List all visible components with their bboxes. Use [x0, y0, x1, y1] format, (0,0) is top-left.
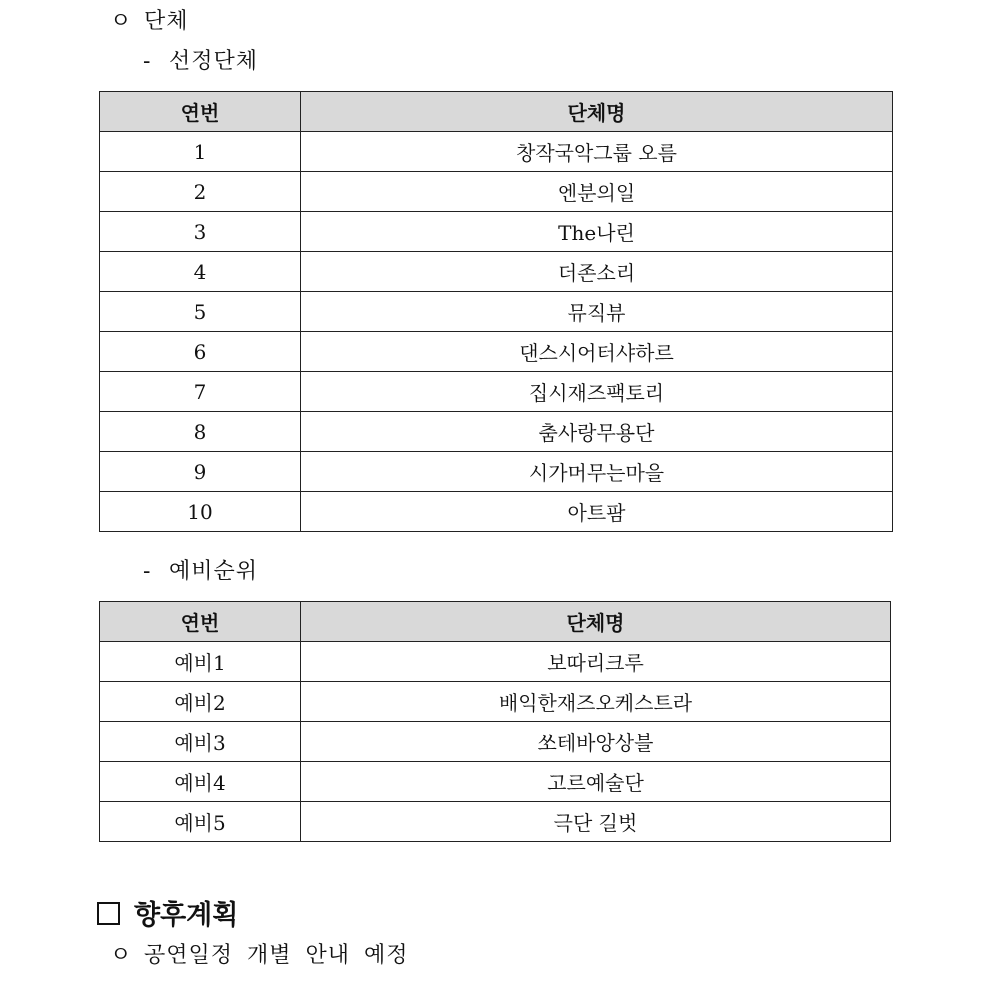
row-group-name: 시가머무는마을	[301, 452, 893, 492]
table-row	[100, 452, 893, 492]
row-number: 예비5	[100, 802, 301, 842]
table-header-row	[100, 92, 893, 132]
table-row	[100, 292, 893, 332]
future-plan-heading	[97, 893, 238, 932]
row-number: 예비1	[100, 642, 301, 682]
row-number: 3	[100, 212, 301, 252]
row-group-name: 배익한재즈오케스트라	[301, 682, 891, 722]
row-number: 9	[100, 452, 301, 492]
bullet-marker: ㅇ	[110, 943, 133, 968]
table-row	[100, 762, 891, 802]
row-number: 4	[100, 252, 301, 292]
row-group-name: 보따리크루	[301, 642, 891, 682]
selected-subtitle-line	[143, 44, 258, 75]
table-row	[100, 492, 893, 532]
table-row	[100, 802, 891, 842]
row-number: 8	[100, 412, 301, 452]
table-row	[100, 132, 893, 172]
future-plan-item	[110, 938, 409, 969]
header-group-name: 단체명	[301, 92, 893, 132]
table-row	[100, 372, 893, 412]
row-number: 2	[100, 172, 301, 212]
future-plan-text: 공연일정 개별 안내 예정	[144, 943, 409, 968]
table-row	[100, 172, 893, 212]
reserve-subtitle: 예비순위	[169, 559, 259, 584]
row-number: 6	[100, 332, 301, 372]
reserve-groups-table	[99, 601, 891, 842]
row-number: 예비2	[100, 682, 301, 722]
row-group-name: 극단 길벗	[301, 802, 891, 842]
row-number: 10	[100, 492, 301, 532]
dash-marker: -	[143, 559, 152, 584]
groups-section-title: 단체	[144, 9, 189, 34]
table-header-row	[100, 602, 891, 642]
future-plan-title: 향후계획	[134, 900, 239, 931]
row-group-name: 댄스시어터샤하르	[301, 332, 893, 372]
row-group-name: 창작국악그룹 오름	[301, 132, 893, 172]
row-group-name: 집시재즈팩토리	[301, 372, 893, 412]
header-number: 연번	[100, 602, 301, 642]
row-number: 7	[100, 372, 301, 412]
row-group-name: 쏘테바앙상블	[301, 722, 891, 762]
header-group-name: 단체명	[301, 602, 891, 642]
row-group-name: 춤사랑무용단	[301, 412, 893, 452]
row-number: 예비3	[100, 722, 301, 762]
row-group-name: 뮤직뷰	[301, 292, 893, 332]
row-group-name: The나린	[301, 212, 893, 252]
groups-section-line	[110, 4, 189, 35]
row-group-name: 더존소리	[301, 252, 893, 292]
reserve-subtitle-line	[143, 554, 258, 585]
row-number: 예비4	[100, 762, 301, 802]
row-number: 1	[100, 132, 301, 172]
table-row	[100, 682, 891, 722]
header-number: 연번	[100, 92, 301, 132]
table-row	[100, 722, 891, 762]
row-number: 5	[100, 292, 301, 332]
table-row	[100, 332, 893, 372]
table-row	[100, 642, 891, 682]
selected-subtitle: 선정단체	[169, 49, 259, 74]
table-row	[100, 212, 893, 252]
dash-marker: -	[143, 49, 152, 74]
bullet-marker: ㅇ	[110, 9, 133, 34]
row-group-name: 아트팜	[301, 492, 893, 532]
table-row	[100, 252, 893, 292]
selected-groups-table	[99, 91, 893, 532]
checkbox-square-icon	[97, 902, 120, 925]
row-group-name: 고르예술단	[301, 762, 891, 802]
table-row	[100, 412, 893, 452]
row-group-name: 엔분의일	[301, 172, 893, 212]
